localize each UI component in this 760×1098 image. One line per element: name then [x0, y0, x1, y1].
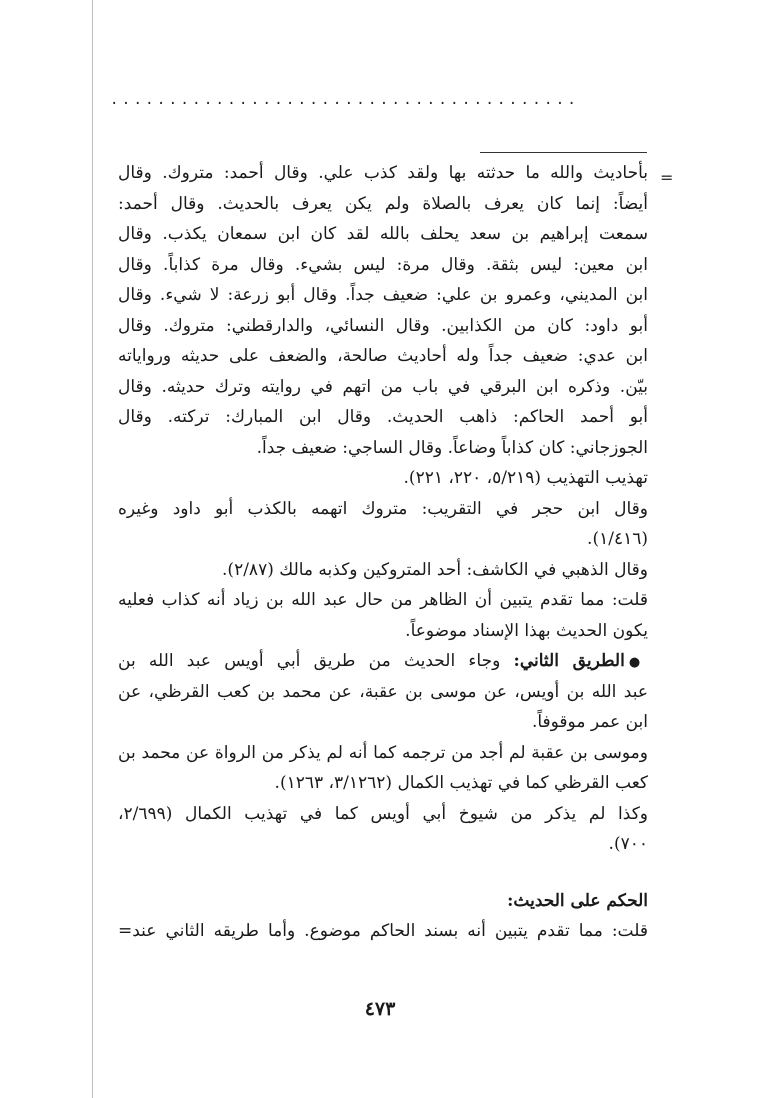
second-path-label: الطريق الثاني:	[513, 651, 625, 671]
bullet-icon: ●	[628, 655, 648, 670]
text-line: أبو أحمد الحاكم: ذاهب الحديث. وقال ابن المبارك: تركته. وقال	[118, 407, 648, 427]
text-line: الجوزجاني: كان كذاباً وضاعاً. وقال الساجي: ضعيف جداً.	[256, 437, 648, 458]
text-line: ابن عمر موقوفاً.	[531, 712, 648, 732]
second-path-text: وجاء الحديث من طريق أبي أويس عبد الله بن	[118, 651, 501, 671]
text-line: بأحاديث والله ما حدثته بها ولقد كذب علي. وقال أحمد: متروك. وقال	[118, 163, 648, 183]
text-line: عبد الله بن أويس، عن موسى بن عقبة، عن محمد بن كعب القرظي، عن	[118, 681, 648, 702]
continuation-mark: =	[660, 168, 674, 187]
continuation-end-mark: =	[118, 921, 133, 941]
left-margin-rule	[92, 0, 93, 1098]
second-path-line	[118, 646, 648, 677]
text-line: يكون الحديث بهذا الإسناد موضوعاً.	[405, 620, 648, 641]
text-line: وكذا لم يذكر من شيوخ أبي أويس كما في تهذيب الكمال (٢/٦٩٩،	[118, 803, 648, 824]
text-line: ابن عدي: ضعيف جداً وله أحاديث صالحة، والضعف على حديثه ورواياته	[118, 346, 648, 366]
text-line: أيضاً: إنما كان يعرف بالصلاة ولم يكن يعرف بالحديث. وقال أحمد:	[118, 193, 648, 214]
citation-line: (١/٤١٦).	[587, 529, 648, 549]
text-line: ابن معين: ليس بثقة. وقال مرة: ليس بشيء. وقال مرة كذاباً. وقال	[118, 254, 648, 275]
ruling-heading: الحكم على الحديث:	[507, 890, 648, 911]
page-number: ٤٧٣	[364, 998, 396, 1020]
section-spacer	[118, 860, 648, 886]
text-line: وقال ابن حجر في التقريب: متروك اتهمه بالكذب أبو داود وغيره	[118, 498, 648, 519]
footnote-text	[118, 158, 648, 947]
citation-line: ٧٠٠).	[608, 834, 648, 854]
citation-line: تهذيب التهذيب (٥/٢١٩، ٢٢٠، ٢٢١).	[403, 468, 648, 488]
text-line: أبو داود: كان من الكذابين. وقال النسائي، والدارقطني: متروك. وقال	[118, 315, 648, 336]
last-line-text: قلت: مما تقدم يتبين أنه بسند الحاكم موضوع. وأما طريقه الثاني عند	[132, 921, 648, 941]
text-line: وموسى بن عقبة لم أجد من ترجمه كما أنه لم يذكر من الرواة عن محمد بن	[118, 742, 648, 763]
last-line	[118, 916, 648, 947]
text-line: ابن المديني، وعمرو بن علي: ضعيف جداً. وقال أبو زرعة: لا شيء. وقال	[118, 285, 648, 305]
footnote-rule	[480, 152, 647, 153]
text-line: كعب القرظي كما في تهذيب الكمال (٣/١٢٦٢، ١٢٦٣).	[274, 773, 648, 793]
text-line: قلت: مما تقدم يتبين أن الظاهر من حال عبد الله بن زياد أنه كذاب فعليه	[118, 590, 648, 610]
text-line: وقال الذهبي في الكاشف: أحد المتروكين وكذبه مالك (٢/٨٧).	[222, 559, 648, 580]
text-line: سمعت إبراهيم بن سعد يحلف بالله لقد كان ابن سمعان يكذب. وقال	[118, 224, 648, 244]
text-line: بيّن. وذكره ابن البرقي في باب من اتهم في روايته وترك حديثه. وقال	[118, 376, 648, 397]
top-dotted-separator: ........................................	[110, 92, 580, 108]
